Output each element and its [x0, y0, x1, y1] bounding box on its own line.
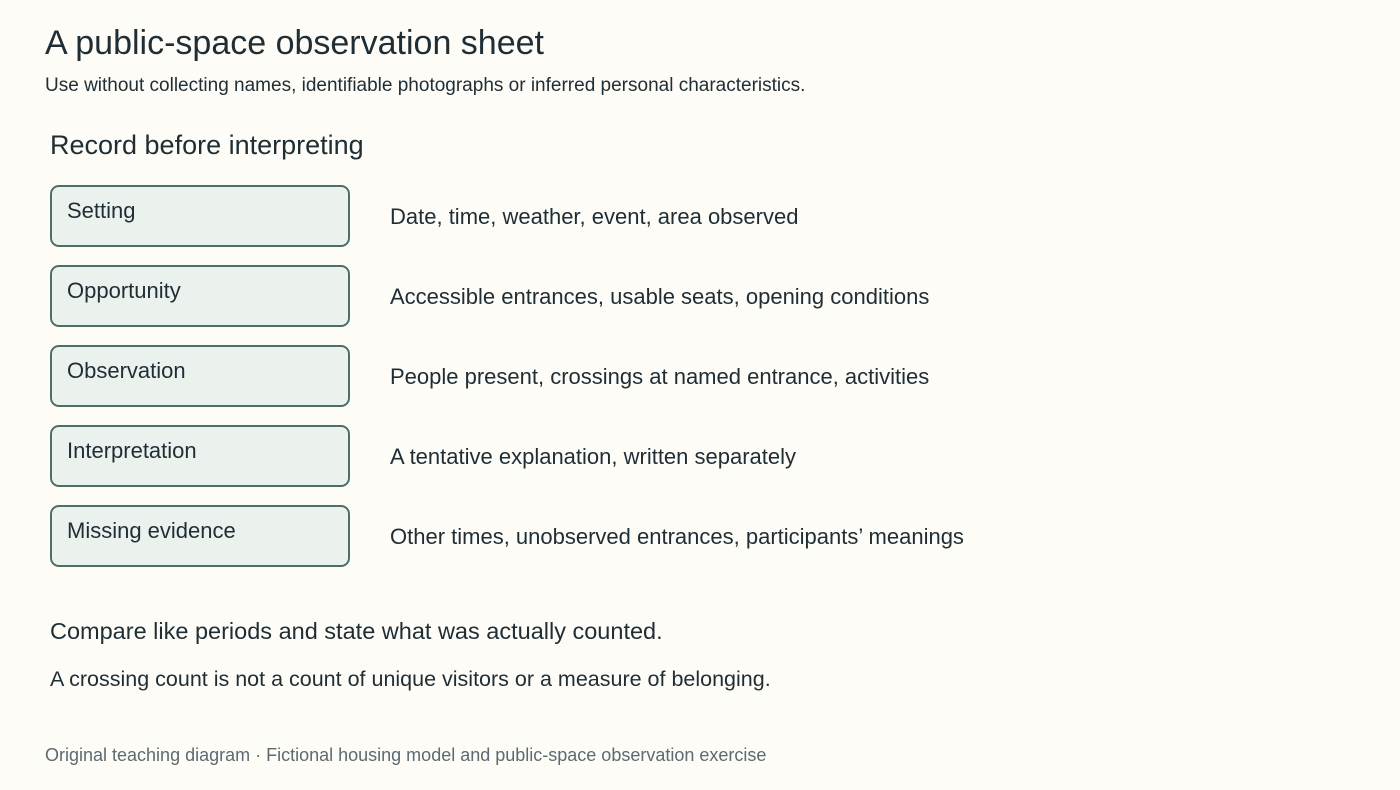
row-interpretation [50, 425, 1050, 487]
row-observation [50, 345, 1050, 407]
row-label-observation: Observation [67, 358, 186, 383]
page-title: A public-space observation sheet [45, 24, 544, 62]
row-description-observation: People present, crossings at named entrance, activities [390, 364, 930, 389]
row-setting [50, 185, 1050, 247]
row-box-interpretation [50, 425, 350, 487]
crossing-count-note: A crossing count is not a count of unique visitors or a measure of belonging. [50, 667, 771, 691]
row-description-opportunity: Accessible entrances, usable seats, opening conditions [390, 284, 930, 309]
row-box-observation [50, 345, 350, 407]
comparison-note: Compare like periods and state what was actually counted. [50, 618, 663, 644]
row-description-missing-evidence: Other times, unobserved entrances, participants’ meanings [390, 524, 964, 549]
page-subtitle: Use without collecting names, identifiable photographs or inferred personal characteristics. [45, 75, 806, 96]
footer-credit: Original teaching diagram · Fictional housing model and public-space observation exercise [45, 745, 767, 765]
row-opportunity [50, 265, 1050, 327]
row-description-setting: Date, time, weather, event, area observed [390, 204, 799, 229]
row-description-interpretation: A tentative explanation, written separately [390, 444, 797, 469]
row-label-missing-evidence: Missing evidence [67, 518, 236, 543]
row-box-missing-evidence [50, 505, 350, 567]
row-label-setting: Setting [67, 198, 136, 223]
row-box-opportunity [50, 265, 350, 327]
row-missing-evidence [50, 505, 1050, 567]
section-heading: Record before interpreting [50, 130, 364, 160]
row-box-setting [50, 185, 350, 247]
row-label-opportunity: Opportunity [67, 278, 181, 303]
row-label-interpretation: Interpretation [67, 438, 197, 463]
